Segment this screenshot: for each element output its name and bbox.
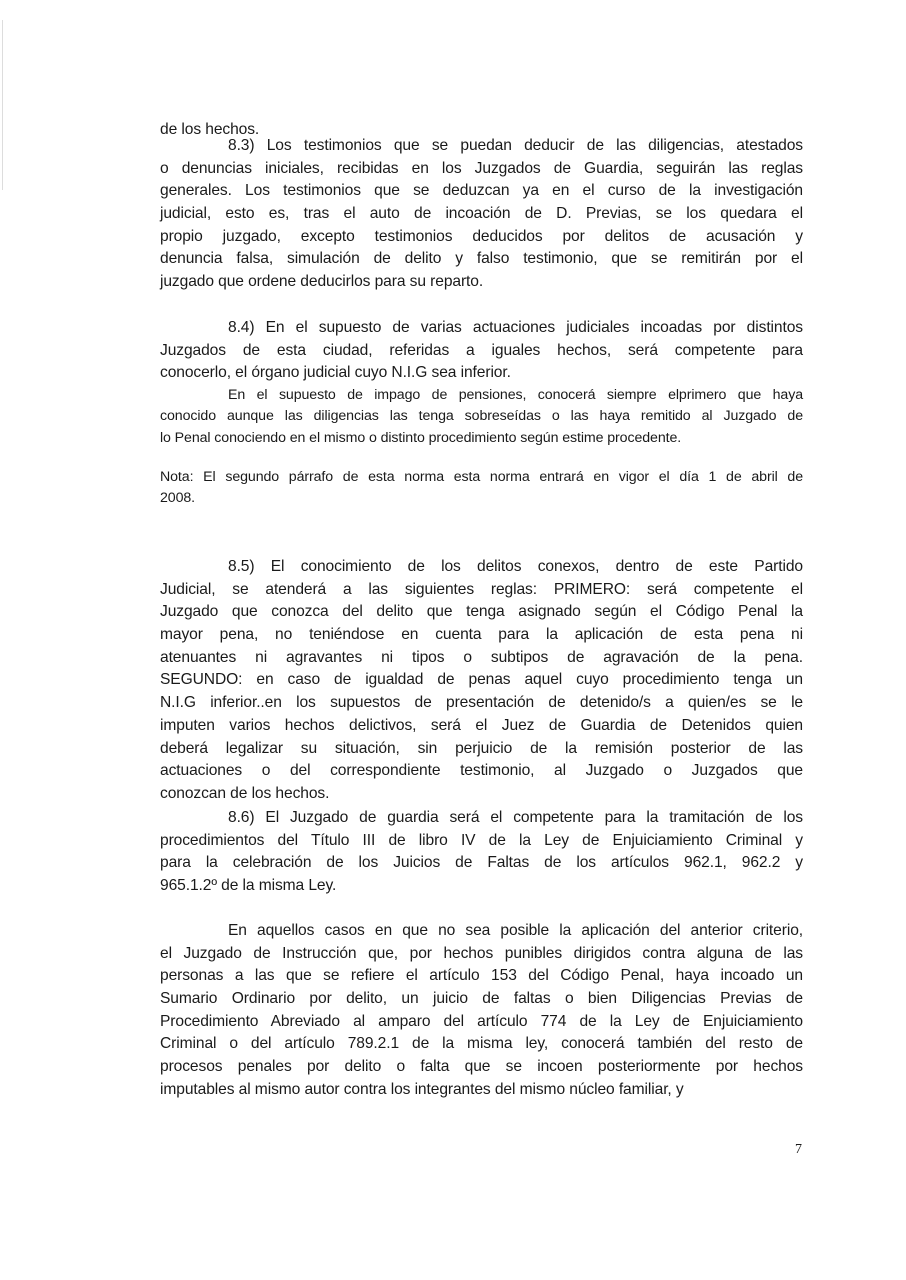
- note-paragraph: [160, 467, 803, 510]
- text-line: procedimientos del Título III de libro IV de la Ley de Enjuiciamiento Criminal y: [160, 831, 803, 849]
- text-line: imputen varios hechos delictivos, será el Juez de Guardia de Detenidos quien: [160, 716, 803, 734]
- text-line: 965.1.2º de la misma Ley.: [160, 877, 337, 895]
- paragraph-final: [160, 920, 803, 1102]
- text-line: Nota: El segundo párrafo de esta norma esta norma entrará en vigor el día 1 de abril de: [160, 469, 803, 485]
- paragraph-8-3: [160, 135, 803, 294]
- text-line: 8.3) Los testimonios que se puedan deducir de las diligencias, atestados: [228, 137, 803, 154]
- text-line: 8.5) El conocimiento de los delitos conexos, dentro de este Partido: [228, 558, 803, 575]
- text-line: para la celebración de los Juicios de Faltas de los artículos 962.1, 962.2 y: [160, 854, 803, 872]
- text-line: conozcan de los hechos.: [160, 784, 330, 802]
- text-line: deberá legalizar su situación, sin perjuicio de la remisión posterior de las: [160, 739, 803, 757]
- text-line: Procedimiento Abreviado al amparo del artículo 774 de la Ley de Enjuiciamiento: [160, 1012, 803, 1030]
- text-line: Sumario Ordinario por delito, un juicio de faltas o bien Diligencias Previas de: [160, 990, 803, 1008]
- text-line: N.I.G inferior..en los supuestos de presentación de detenido/s a quien/es se le: [160, 694, 803, 712]
- text-line: procesos penales por delito o falta que se incoen posteriormente por hechos: [160, 1058, 803, 1076]
- text-line: 8.6) El Juzgado de guardia será el competente para la tramitación de los: [228, 809, 803, 826]
- text-line: Juzgado que conozca del delito que tenga asignado según el Código Penal la: [160, 603, 803, 621]
- text-line: Juzgados de esta ciudad, referidas a iguales hechos, será competente para: [160, 341, 803, 359]
- text-line: generales. Los testimonios que se deduzcan ya en el curso de la investigación: [160, 182, 803, 200]
- text-line: de los hechos.: [160, 121, 260, 138]
- text-line: En aquellos casos en que no sea posible la aplicación del anterior criterio,: [228, 922, 803, 939]
- text-line: imputables al mismo autor contra los integrantes del mismo núcleo familiar, y: [160, 1080, 684, 1098]
- page-number: 7: [795, 1142, 802, 1157]
- text-line: personas a las que se refiere el artículo 153 del Código Penal, haya incoado un: [160, 967, 803, 985]
- text-line: lo Penal conociendo en el mismo o distinto procedimiento según estime procedente.: [160, 429, 682, 446]
- text-line: 8.4) En el supuesto de varias actuaciones judiciales incoadas por distintos: [228, 319, 803, 336]
- text-line: denuncia falsa, simulación de delito y falso testimonio, que se remitirán por el: [160, 250, 803, 268]
- text-line: Judicial, se atenderá a las siguientes reglas: PRIMERO: será competente el: [160, 580, 803, 598]
- paragraph-8-4-pensiones: [160, 385, 803, 449]
- text-line: judicial, esto es, tras el auto de incoación de D. Previas, se los quedara el: [160, 205, 803, 223]
- text-line: atenuantes ni agravantes ni tipos o subtipos de agravación de la pena.: [160, 648, 803, 666]
- text-line: Criminal o del artículo 789.2.1 de la misma ley, conocerá también del resto de: [160, 1035, 803, 1053]
- text-line: el Juzgado de Instrucción que, por hechos punibles dirigidos contra alguna de las: [160, 944, 803, 962]
- text-line: conocido aunque las diligencias las tenga sobreseídas o las haya remitido al Juzgado de: [160, 408, 803, 425]
- text-line: juzgado que ordene deducirlos para su reparto.: [160, 273, 484, 291]
- text-line: mayor pena, no teniéndose en cuenta para la aplicación de esta pena ni: [160, 626, 803, 644]
- paragraph-8-6: [160, 807, 803, 898]
- scan-edge-mark: [2, 20, 3, 190]
- paragraph-8-4: [160, 317, 803, 385]
- paragraph-8-5: [160, 556, 803, 806]
- text-line: actuaciones o del correspondiente testimonio, al Juzgado o Juzgados que: [160, 762, 803, 780]
- text-line: En el supuesto de impago de pensiones, conocerá siempre elprimero que haya: [228, 387, 803, 403]
- text-line: SEGUNDO: en caso de igualdad de penas aquel cuyo procedimiento tenga un: [160, 671, 803, 689]
- text-line: 2008.: [160, 490, 196, 507]
- text-line: propio juzgado, excepto testimonios deducidos por delitos de acusación y: [160, 227, 803, 245]
- text-line: conocerlo, el órgano judicial cuyo N.I.G sea inferior.: [160, 364, 511, 382]
- text-line: o denuncias iniciales, recibidas en los Juzgados de Guardia, seguirán las reglas: [160, 159, 803, 177]
